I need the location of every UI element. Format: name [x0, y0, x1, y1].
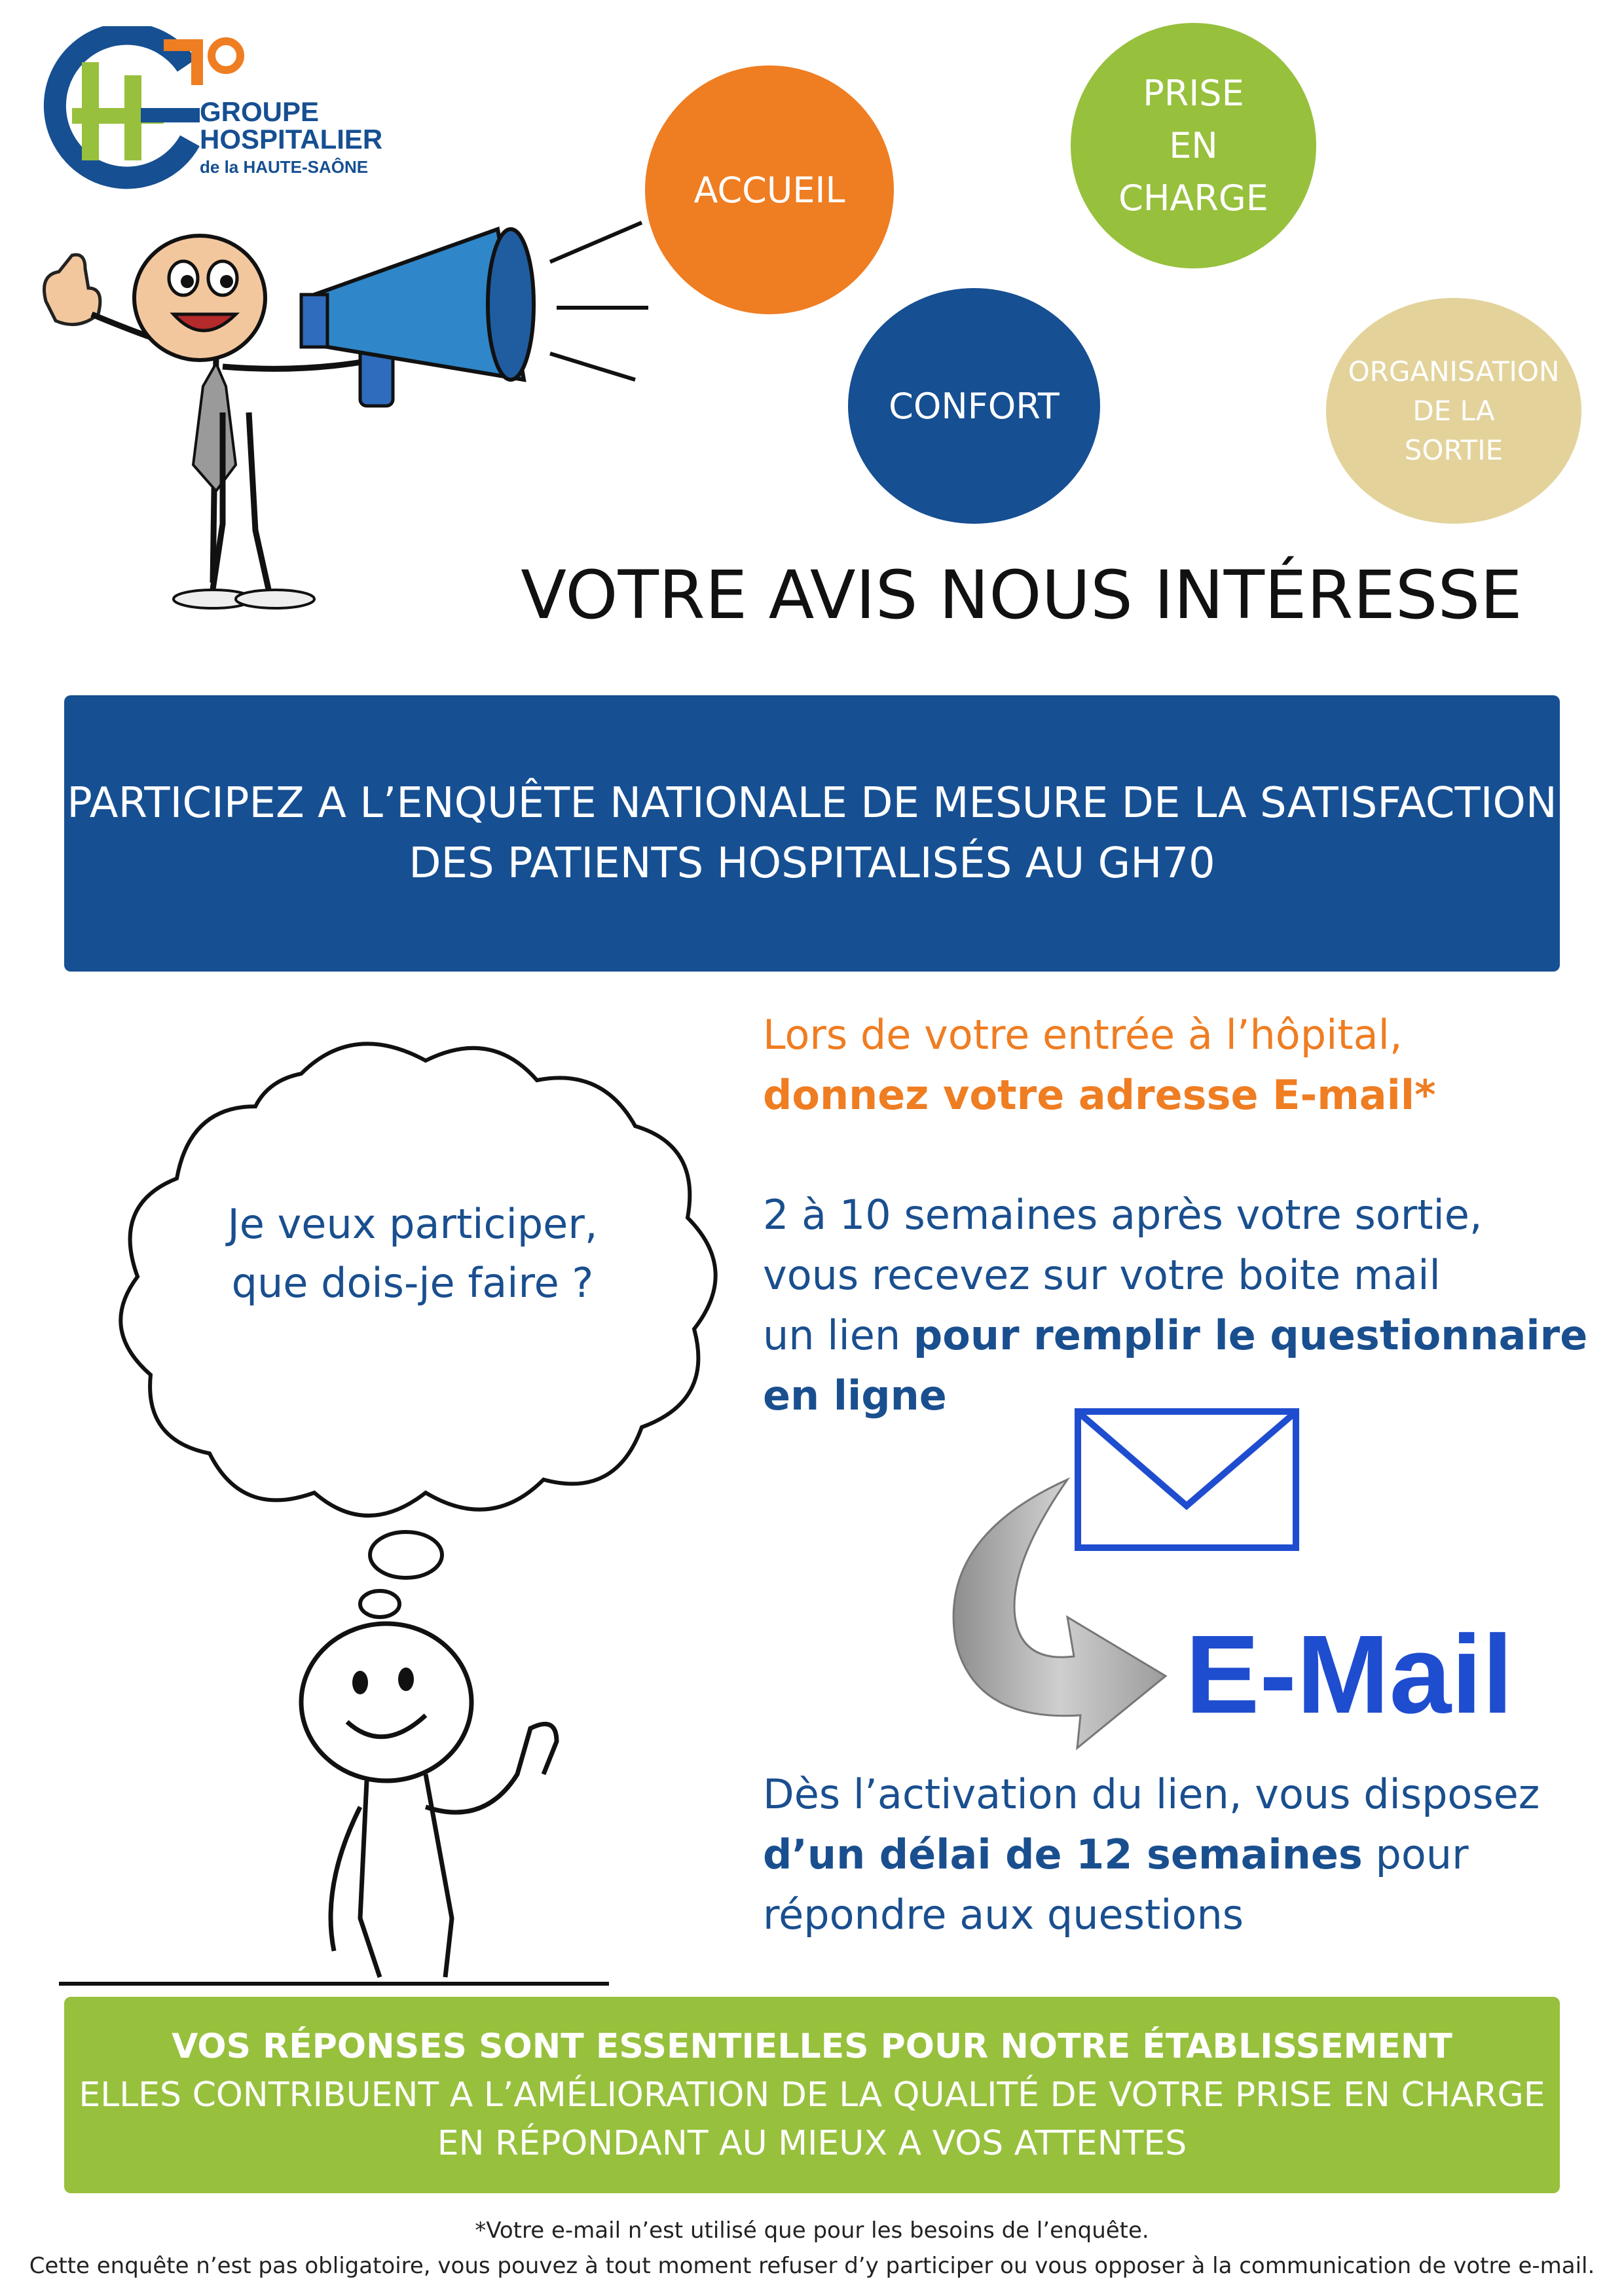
survey-banner — [64, 695, 1560, 972]
circle-confort: CONFORT — [848, 288, 1100, 524]
step2-line4-bold: en ligne — [763, 1372, 947, 1419]
page-headline: VOTRE AVIS NOUS INTÉRESSE — [521, 556, 1522, 634]
footer-banner-line3: EN RÉPONDANT AU MIEUX A VOS ATTENTES — [437, 2124, 1187, 2163]
step3-line2-bold: d’un délai de 12 semaines — [763, 1831, 1363, 1878]
step2-line3-bold: pour remplir le questionnaire — [913, 1311, 1588, 1359]
survey-banner-line1: PARTICIPEZ A L’ENQUÊTE NATIONALE DE MESURE DE LA SATISFACTION — [67, 779, 1557, 828]
step3-line1: Dès l’activation du lien, vous disposez — [763, 1770, 1540, 1818]
step1-text — [763, 1005, 1436, 1125]
step2-line3-prefix: un lien — [763, 1311, 913, 1359]
step2-line1: 2 à 10 semaines après votre sortie, — [763, 1191, 1483, 1239]
footer-banner-line2: ELLES CONTRIBUENT A L’AMÉLIORATION DE LA QUALITÉ DE VOTRE PRISE EN CHARGE — [79, 2075, 1545, 2115]
step1-line1: Lors de votre entrée à l’hôpital, — [763, 1011, 1403, 1059]
thought-line1: Je veux participer, — [227, 1200, 598, 1248]
step3-text — [763, 1764, 1540, 1945]
survey-banner-line2: DES PATIENTS HOSPITALISÉS AU GH70 — [409, 839, 1215, 888]
thinking-man-illustration — [59, 1021, 786, 2043]
logo-line-groupe: GROUPE — [200, 96, 320, 127]
thought-bubble-icon — [59, 1021, 786, 2043]
footnote-line2: Cette enquête n’est pas obligatoire, vous pouvez à tout moment refuser d’y participer ou vous opposer à la communication de votre e-mail. — [29, 2253, 1595, 2279]
circle-organisation-sortie: ORGANISATION DE LA SORTIE — [1326, 298, 1581, 524]
step2-line2: vous recevez sur votre boite mail — [763, 1251, 1441, 1299]
step3-line2-suffix: pour — [1362, 1831, 1469, 1878]
email-label: E-Mail — [1185, 1613, 1513, 1737]
gh70-logo — [26, 26, 432, 196]
footnote-line1: *Votre e-mail n’est utilisé que pour les besoins de l’enquête. — [475, 2217, 1149, 2244]
logo-line-haute-saone: de la HAUTE-SAÔNE — [200, 157, 369, 177]
step3-line3: répondre aux questions — [763, 1891, 1244, 1939]
step1-line2: donnez votre adresse E-mail* — [763, 1071, 1436, 1119]
curved-arrow-icon — [917, 1473, 1179, 1768]
circle-accueil: ACCUEIL — [645, 65, 894, 314]
logo-line-hospitalier: HOSPITALIER — [200, 124, 383, 155]
footer-banner-line1: VOS RÉPONSES SONT ESSENTIELLES POUR NOTRE ÉTABLISSEMENT — [172, 2027, 1452, 2066]
footnote — [0, 2213, 1624, 2284]
thought-line2: que dois-je faire ? — [231, 1259, 594, 1307]
circle-prise-en-charge: PRISE EN CHARGE — [1071, 23, 1316, 268]
step2-text — [763, 1185, 1587, 1426]
footer-banner — [64, 1997, 1560, 2193]
